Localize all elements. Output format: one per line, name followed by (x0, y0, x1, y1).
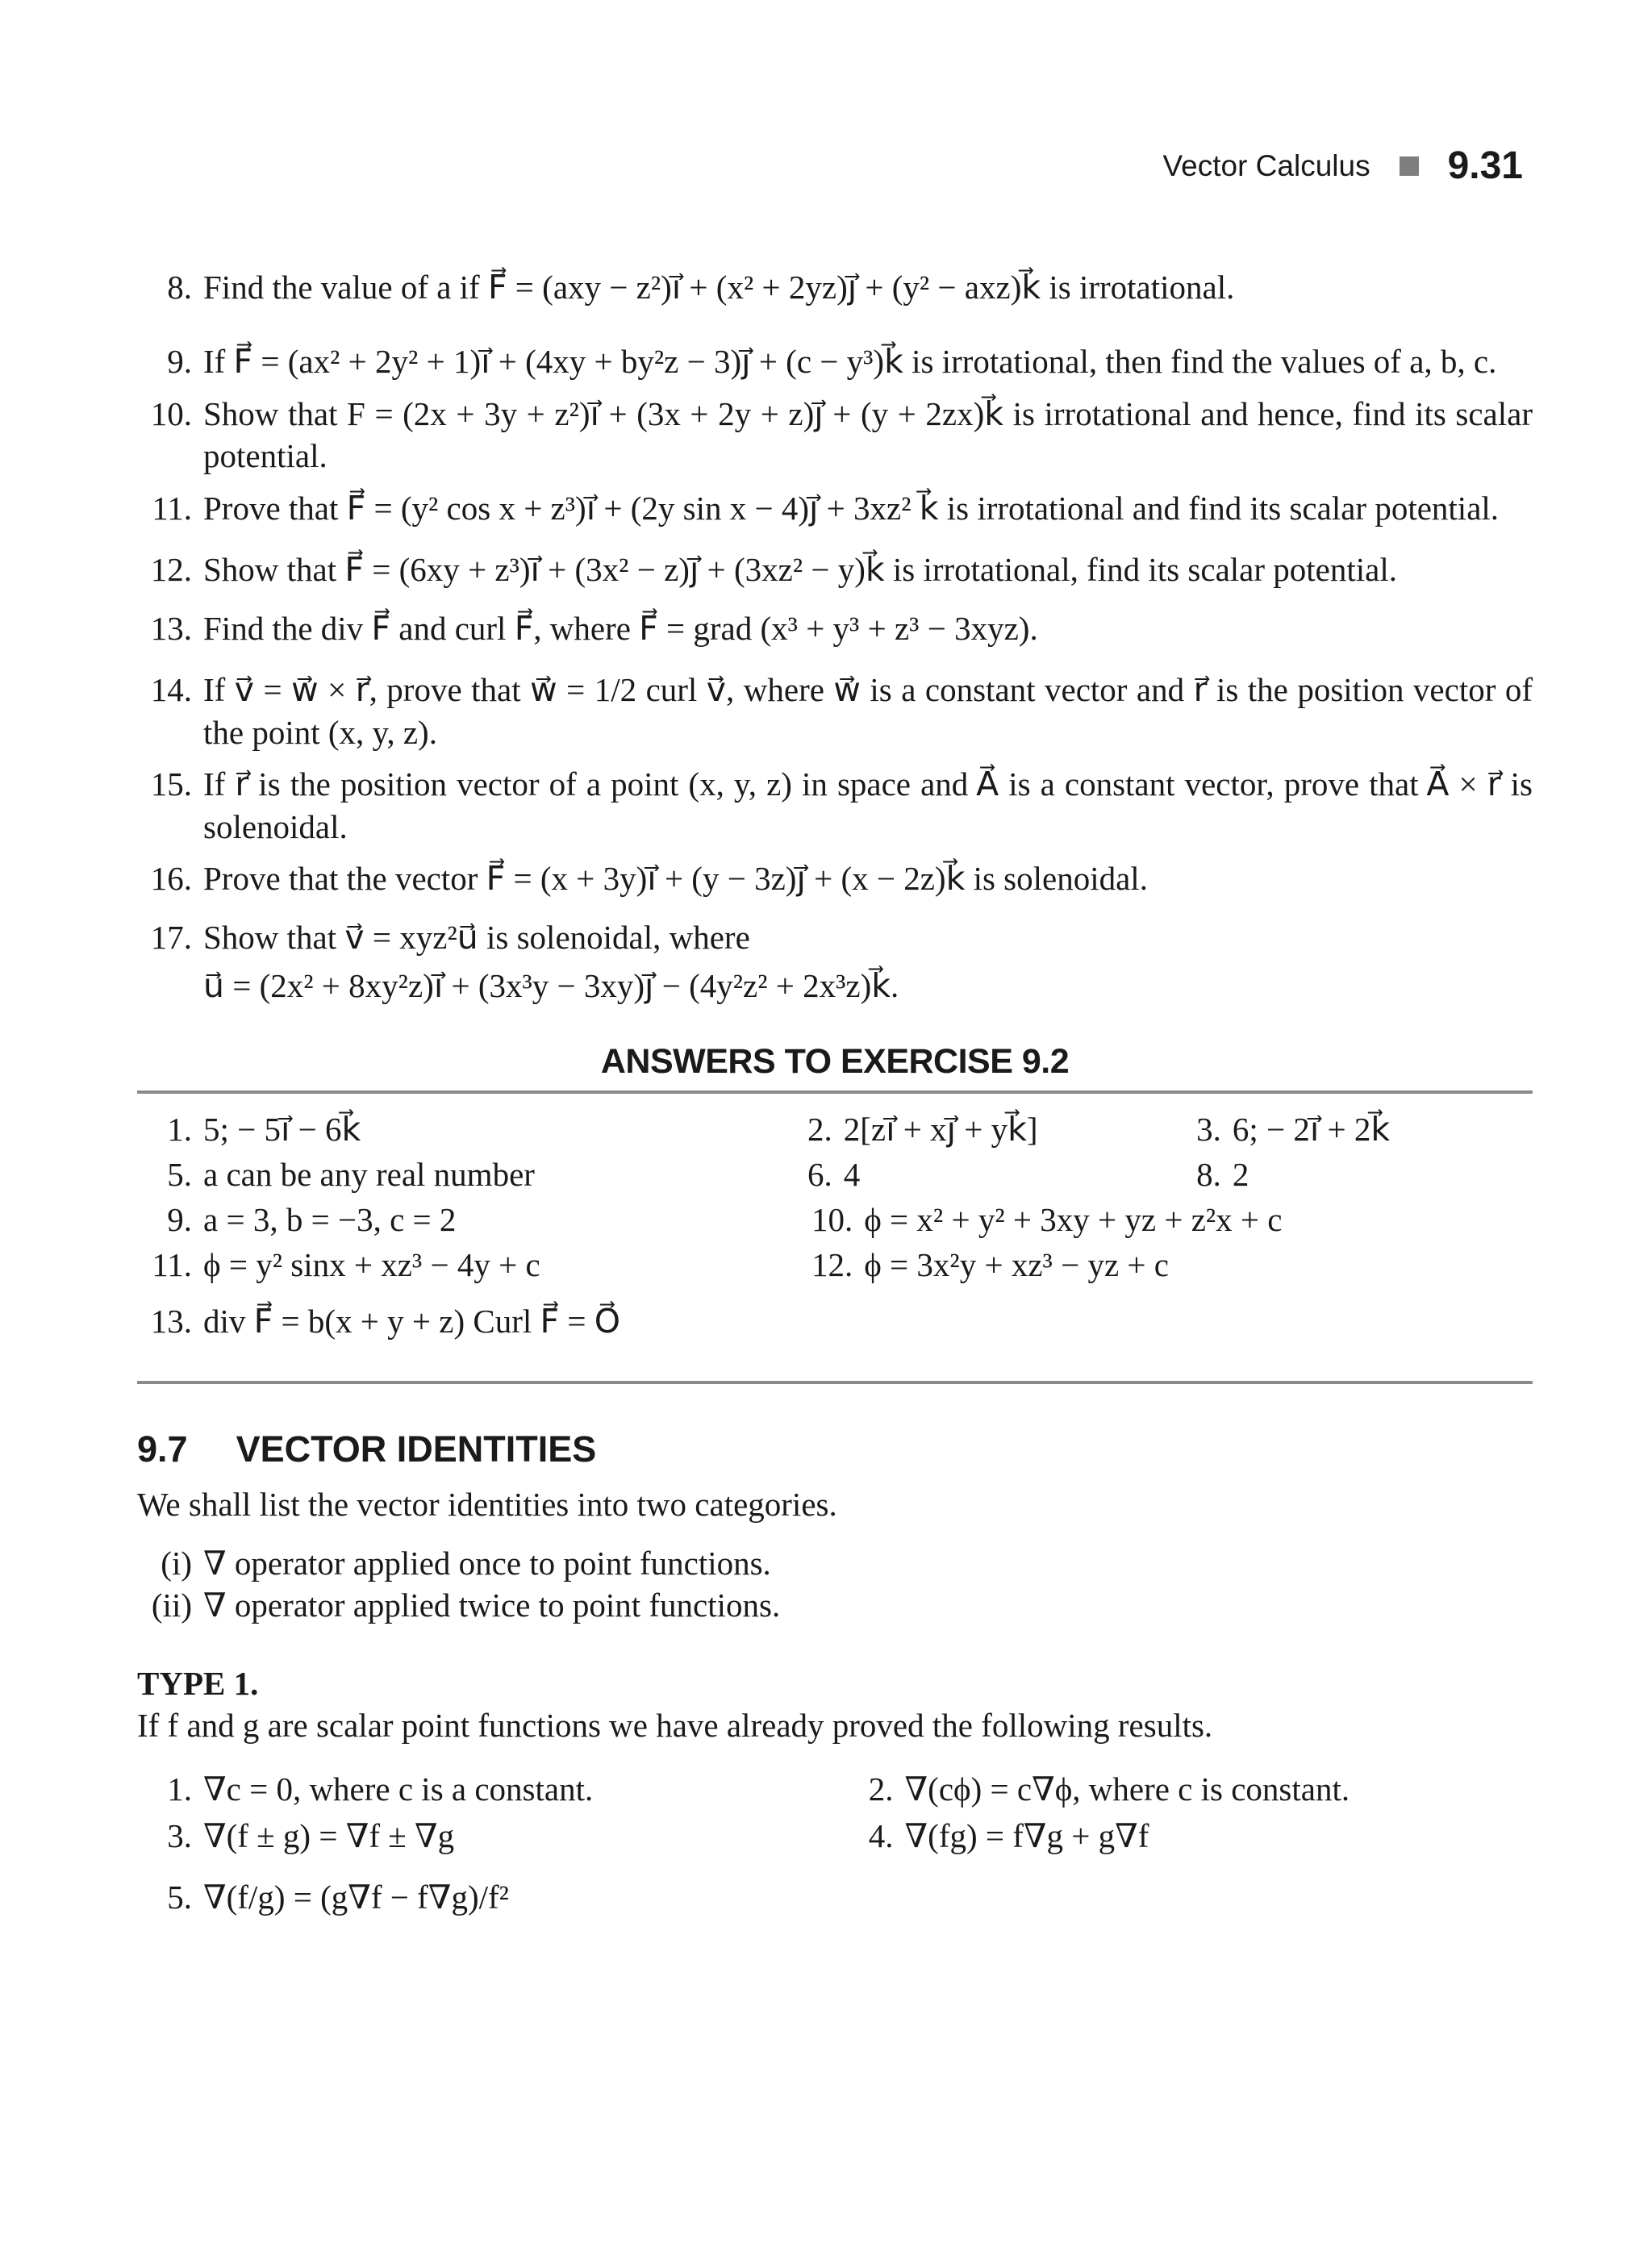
answer-item: 8. 2 (1196, 1155, 1249, 1193)
identity-row (137, 1768, 1533, 1815)
exercise-item (137, 393, 1533, 477)
identity-item: 2. ∇(cϕ) = c∇ϕ, where c is constant. (868, 1770, 1350, 1808)
answers-title: ANSWERS TO EXERCISE 9.2 (600, 1041, 1070, 1081)
identity-item: 1. ∇c = 0, where c is a constant. (167, 1770, 594, 1808)
exercise-list (137, 266, 1533, 1923)
identity-item: 3. ∇(f ± g) = ∇f ± ∇g (167, 1816, 455, 1854)
exercise-item (137, 916, 1533, 1007)
identity-row (137, 1815, 1533, 1862)
page-header (1163, 144, 1524, 188)
category-list (137, 1542, 1533, 1627)
answers-bottom-rule (137, 1381, 1533, 1384)
exercise-text: If v⃗ = w⃗ × r⃗, prove that w⃗ = 1/2 curl v⃗, where w⃗ is a constant vector and r⃗ is the position vector of the point (x, y, z). (203, 671, 1533, 751)
exercise-number: 14. (150, 671, 192, 709)
category-item: (ii) ∇ operator applied twice to point functions. (151, 1587, 781, 1624)
identity-item: 4. ∇(fg) = f∇g + g∇f (868, 1816, 1149, 1854)
exercise-text: Show that v⃗ = xyz²u⃗ is solenoidal, where (203, 918, 750, 956)
answer-item: 9. a = 3, b = −3, c = 2 (167, 1200, 457, 1238)
exercise-number: 17. (150, 918, 192, 956)
exercise-number: 16. (150, 860, 192, 898)
type-heading: TYPE 1. (137, 1664, 259, 1702)
answers-row (137, 1244, 1533, 1289)
exercise-text: Find the value of a if F⃗ = (axy − z²)i⃗ + (x² + 2yz)j⃗ + (y² − axz)k⃗ is irrotational. (203, 269, 1235, 306)
identity-item: 5. ∇(f/g) = (g∇f − f∇g)/f² (167, 1878, 509, 1916)
exercise-number: 11. (152, 489, 192, 527)
exercise-item (137, 669, 1533, 753)
exercise-text: Show that F = (2x + 3y + z²)i⃗ + (3x + 2y + z)j⃗ + (y + 2zx)k⃗ is irrotational and hence, find its scalar potential. (203, 394, 1533, 475)
exercise-text: Find the div F⃗ and curl F⃗, where F⃗ = grad (x³ + y³ + z³ − 3xyz). (203, 609, 1038, 647)
exercise-text: Prove that the vector F⃗ = (x + 3y)i⃗ + (y − 3z)j⃗ + (x − 2z)k⃗ is solenoidal. (203, 860, 1148, 898)
answer-item: 6. 4 (807, 1155, 861, 1193)
section-title: VECTOR IDENTITIES (236, 1428, 597, 1470)
exercise-number: 13. (150, 609, 192, 647)
answer-item: 11. ϕ = y² sinx + xz³ − 4y + c (152, 1245, 540, 1283)
exercise-number: 9. (167, 343, 192, 381)
exercise-item (137, 487, 1533, 529)
section-number: 9.7 (137, 1428, 188, 1470)
page-number: 9.31 (1447, 144, 1523, 187)
exercise-number: 8. (167, 269, 192, 306)
category-item: (i) ∇ operator applied once to point functions. (161, 1544, 771, 1582)
exercise-item (137, 340, 1533, 382)
section-intro: We shall list the vector identities into two categories. (137, 1486, 837, 1524)
answers-row (137, 1108, 1533, 1153)
answer-item: 1. 5; − 5i⃗ − 6k⃗ (167, 1110, 361, 1148)
identity-list (137, 1768, 1533, 1923)
answers-block (137, 1094, 1533, 1362)
exercise-number: 15. (150, 765, 192, 803)
exercise-subtext: u⃗ = (2x² + 8xy²z)i⃗ + (3x³y − 3xy)j⃗ − (4y²z² + 2x³z)k⃗. (203, 967, 899, 1005)
exercise-item (137, 857, 1533, 899)
exercise-item (137, 548, 1533, 590)
exercise-item (137, 763, 1533, 848)
answer-item: 10. ϕ = x² + y² + 3xy + yz + z²x + c (811, 1200, 1283, 1238)
exercise-text: If F⃗ = (ax² + 2y² + 1)i⃗ + (4xy + by²z − 3)j⃗ + (c − y³)k⃗ is irrotational, then find the values of a, b, c. (203, 343, 1497, 381)
identity-row (137, 1876, 1533, 1923)
answers-row (137, 1300, 1533, 1345)
answer-item: 13. div F⃗ = b(x + y + z) Curl F⃗ = O⃗ (150, 1302, 620, 1340)
answers-row (137, 1199, 1533, 1244)
type-intro: If f and g are scalar point functions we have already proved the following results. (137, 1707, 1213, 1745)
exercise-text: Show that F⃗ = (6xy + z³)i⃗ + (3x² − z)j⃗ + (3xz² − y)k⃗ is irrotational, find its scalar potential. (203, 551, 1397, 589)
exercise-item (137, 266, 1533, 308)
exercise-number: 10. (150, 394, 192, 432)
exercise-number: 12. (150, 551, 192, 589)
running-head: Vector Calculus (1162, 148, 1370, 182)
section-heading (137, 1426, 1533, 1473)
answer-item: 12. ϕ = 3x²y + xz³ − yz + c (811, 1245, 1169, 1283)
answer-item: 5. a can be any real number (167, 1155, 535, 1193)
exercise-text: Prove that F⃗ = (y² cos x + z³)i⃗ + (2y sin x − 4)j⃗ + 3xz² k⃗ is irrotational and find its scalar potential. (203, 489, 1500, 527)
answer-item: 3. 6; − 2i⃗ + 2k⃗ (1196, 1110, 1391, 1148)
answer-item: 2. 2[zi⃗ + xj⃗ + yk⃗] (807, 1110, 1038, 1148)
exercise-item (137, 607, 1533, 649)
exercise-text: If r⃗ is the position vector of a point (x, y, z) in space and A⃗ is a constant vector, prove that A⃗ × r⃗ is solenoidal. (203, 765, 1533, 845)
answers-row (137, 1153, 1533, 1199)
square-bullet-icon (1400, 156, 1419, 176)
